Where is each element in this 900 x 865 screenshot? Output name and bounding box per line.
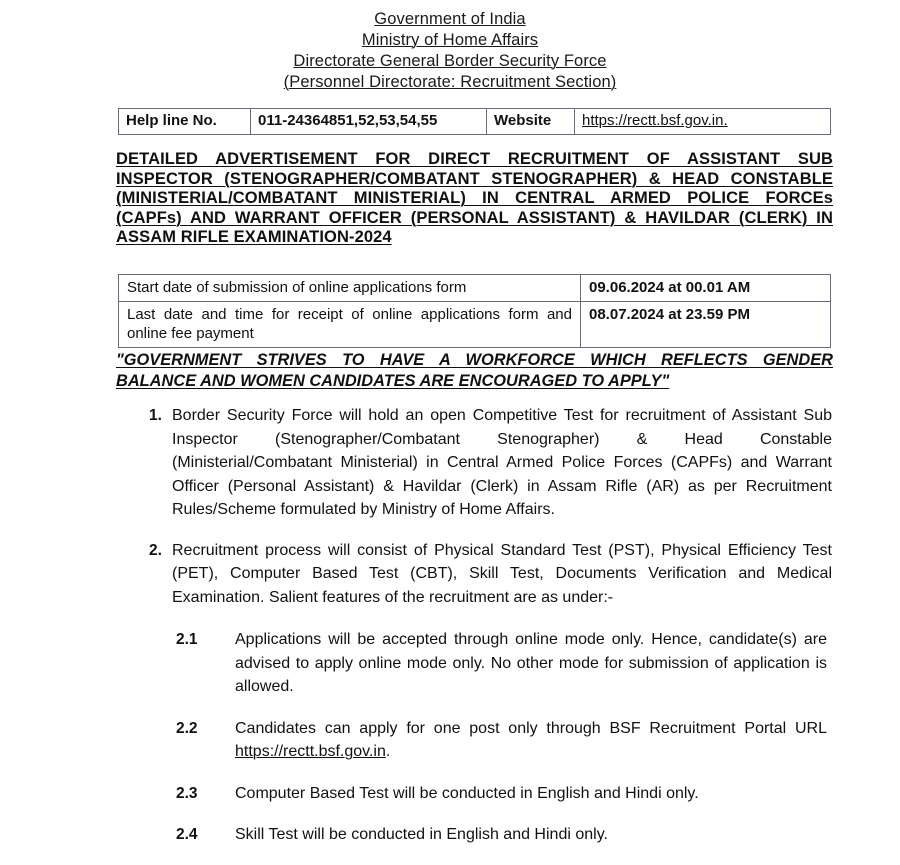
sub-clause-list bbox=[0, 628, 900, 847]
helpline-label: Help line No. bbox=[119, 109, 251, 135]
header-line-ministry: Ministry of Home Affairs bbox=[361, 31, 539, 49]
sub-clause-text bbox=[235, 717, 827, 764]
sub-clause-text: Computer Based Test will be conducted in English and Hindi only. bbox=[235, 784, 699, 802]
document-header bbox=[0, 0, 900, 93]
website-url[interactable] bbox=[575, 109, 831, 135]
title-line: INSPECTOR (STENOGRAPHER/COMBATANT STENOGRAPHER) & HEAD CONSTABLE bbox=[116, 169, 833, 188]
start-date-value: 09.06.2024 at 00.01 AM bbox=[581, 275, 831, 302]
slogan-line: BALANCE AND WOMEN CANDIDATES ARE ENCOURAGED TO APPLY" bbox=[116, 372, 670, 390]
gender-balance-slogan bbox=[116, 350, 833, 392]
sub-clause-2-3 bbox=[0, 782, 900, 806]
title-line: (MINISTERIAL/COMBATANT MINISTERIAL) IN CENTRAL ARMED POLICE FORCEs bbox=[116, 189, 833, 208]
sub-clause-2-1 bbox=[0, 628, 900, 699]
clause-text: Recruitment process will consist of Physical Standard Test (PST), Physical Efficiency Test (PET), Computer Based Test (CBT), Skill Test, Documents Verification and Medical Examination. Salient features of the recruitment are as under:- bbox=[172, 541, 832, 606]
sub-clause-number: 2.4 bbox=[176, 826, 198, 843]
header-line-government: Government of India bbox=[374, 10, 526, 28]
last-date-value: 08.07.2024 at 23.59 PM bbox=[581, 302, 831, 348]
slogan-line: "GOVERNMENT STRIVES TO HAVE A WORKFORCE WHICH REFLECTS GENDER bbox=[116, 351, 833, 369]
title-line: ASSAM RIFLE EXAMINATION-2024 bbox=[116, 228, 392, 247]
table-row bbox=[119, 109, 831, 135]
sub-clause-2-2 bbox=[0, 717, 900, 764]
advertisement-title bbox=[116, 150, 833, 248]
clause-1 bbox=[0, 404, 900, 522]
sub-clause-text: Applications will be accepted through online mode only. Hence, candidate(s) are advised to apply online mode only. No other mode for submission of application is allowed. bbox=[235, 631, 827, 695]
important-dates-table bbox=[118, 274, 831, 348]
clause-list bbox=[0, 404, 900, 865]
sub-clause-2-4 bbox=[0, 823, 900, 847]
table-row bbox=[119, 275, 831, 302]
website-label: Website bbox=[487, 109, 575, 135]
last-date-description: Last date and time for receipt of online applications form and online fee payment bbox=[119, 302, 581, 348]
sub-clause-text-before: Candidates can apply for one post only through BSF Recruitment Portal URL bbox=[235, 719, 827, 737]
title-line: DETAILED ADVERTISEMENT FOR DIRECT RECRUITMENT OF ASSISTANT SUB bbox=[116, 150, 833, 168]
sub-clause-number: 2.1 bbox=[176, 631, 198, 648]
helpline-number: 011-24364851,52,53,54,55 bbox=[251, 109, 487, 135]
sub-clause-text-after: . bbox=[385, 743, 391, 760]
helpline-table bbox=[118, 108, 831, 135]
clause-number: 2. bbox=[149, 541, 162, 559]
table-row bbox=[119, 302, 831, 348]
clause-text: Border Security Force will hold an open Competitive Test for recruitment of Assistant Sub Inspector (Stenographer/Combatant Stenographer) & Head Constable (Ministerial/Combatant Ministerial) in Central Armed Police Forces (CAPFs) and Warrant Officer (Personal Assistant) & Havildar (Clerk) in Assam Rifle (AR) as per Recruitment Rules/Scheme formulated by Ministry of Home Affairs. bbox=[172, 407, 832, 518]
start-date-description: Start date of submission of online applications form bbox=[119, 275, 581, 302]
clause-number: 1. bbox=[149, 407, 162, 424]
website-url-text: https://rectt.bsf.gov.in. bbox=[582, 112, 728, 129]
title-line: (CAPFs) AND WARRANT OFFICER (PERSONAL ASSISTANT) & HAVILDAR (CLERK) IN bbox=[116, 208, 833, 227]
clause-2 bbox=[0, 539, 900, 610]
header-line-directorate: Directorate General Border Security Force bbox=[293, 52, 607, 70]
portal-url-link[interactable]: https://rectt.bsf.gov.in bbox=[235, 743, 386, 760]
sub-clause-number: 2.3 bbox=[176, 784, 198, 802]
header-line-section: (Personnel Directorate: Recruitment Section) bbox=[283, 73, 617, 91]
sub-clause-number: 2.2 bbox=[176, 719, 198, 737]
sub-clause-text: Skill Test will be conducted in English and Hindi only. bbox=[235, 826, 608, 843]
